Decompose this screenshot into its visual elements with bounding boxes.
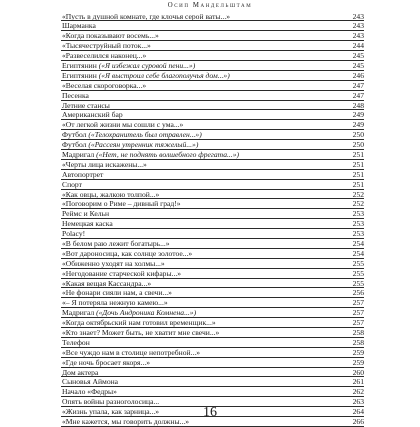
toc-entry bbox=[61, 298, 364, 308]
toc-entry-page: 256 bbox=[352, 288, 364, 298]
toc-entry-main-title: Реймс и Кельн bbox=[62, 209, 110, 219]
toc-entry-title bbox=[62, 358, 150, 368]
toc-entry bbox=[61, 209, 364, 219]
toc-entry-title bbox=[62, 269, 181, 279]
toc-entry-main-title: «Все чуждо нам в столице непотребной...» bbox=[62, 347, 201, 357]
toc-entry-main-title: «Веселая скороговорка...» bbox=[62, 80, 147, 90]
toc-entry-page: 251 bbox=[352, 159, 364, 169]
toc-entry-subtitle: («Рассеян утренник тяжелый...») bbox=[88, 140, 199, 150]
toc-entry-page: 258 bbox=[352, 337, 364, 347]
toc-entry-page: 251 bbox=[352, 179, 364, 189]
toc-entry-page: 244 bbox=[352, 41, 364, 51]
toc-entry bbox=[61, 368, 364, 378]
toc-entry bbox=[61, 51, 364, 61]
toc-entry bbox=[61, 81, 364, 91]
toc-entry-subtitle: («Нет, не поднять волшебного фрегата...») bbox=[96, 149, 240, 159]
toc-entry-main-title: Мадригал bbox=[62, 308, 97, 318]
toc-entry-main-title: «Вот дароносица, как солнце золотое...» bbox=[62, 248, 193, 258]
toc-entry-main-title: «В белом раю лежит богатырь...» bbox=[62, 238, 170, 248]
toc-entry-page: 262 bbox=[352, 387, 364, 397]
toc-entry-title bbox=[62, 140, 198, 150]
toc-entry-page: 245 bbox=[352, 60, 364, 70]
toc-entry-main-title: Опять войны разноголосица... bbox=[62, 397, 160, 407]
toc-entry-main-title: Футбол bbox=[62, 130, 89, 140]
toc-entry-title bbox=[62, 91, 89, 101]
toc-entry bbox=[61, 348, 364, 358]
toc-entry-page: 251 bbox=[352, 169, 364, 179]
toc-entry-title bbox=[62, 110, 123, 120]
toc-entry-page: 253 bbox=[352, 219, 364, 229]
toc-entry bbox=[61, 12, 364, 22]
toc-entry-page: 255 bbox=[352, 278, 364, 288]
toc-entry-main-title: Дом актера bbox=[62, 367, 99, 377]
toc-entry-page: 249 bbox=[352, 110, 364, 120]
toc-entry bbox=[61, 288, 364, 298]
toc-entry bbox=[61, 358, 364, 368]
toc-entry-title bbox=[62, 298, 168, 308]
toc-entry-page: 252 bbox=[352, 199, 364, 209]
toc-entry-main-title: Египтянин bbox=[62, 70, 99, 80]
toc-entry-title bbox=[62, 120, 183, 130]
toc-entry bbox=[61, 91, 364, 101]
toc-entry-page: 243 bbox=[352, 11, 364, 21]
toc-entry-page: 264 bbox=[352, 407, 364, 417]
toc-entry bbox=[61, 269, 364, 279]
toc-entry-page: 254 bbox=[352, 248, 364, 258]
toc-entry-page: 245 bbox=[352, 51, 364, 61]
toc-entry-title bbox=[62, 279, 151, 289]
toc-entry-main-title: «– Я потеряла нежную камею...» bbox=[62, 298, 168, 308]
toc-entry bbox=[61, 338, 364, 348]
toc-entry-title bbox=[62, 101, 110, 111]
toc-entry-title bbox=[62, 12, 230, 22]
toc-entry-page: 261 bbox=[352, 377, 364, 387]
toc-entry-page: 250 bbox=[352, 130, 364, 140]
toc-entry-title bbox=[62, 180, 82, 190]
toc-entry-main-title: «Как овцы, жалкою толпой...» bbox=[62, 189, 160, 199]
toc-entry-title bbox=[62, 328, 219, 338]
toc-entry-main-title: Египтянин bbox=[62, 60, 99, 70]
toc-entry-page: 254 bbox=[352, 238, 364, 248]
toc-entry bbox=[61, 219, 364, 229]
toc-entry-page: 257 bbox=[352, 318, 364, 328]
toc-entry bbox=[61, 387, 364, 397]
toc-entry-title bbox=[62, 31, 159, 41]
toc-entry-subtitle: («Дочь Андроника Комнена...») bbox=[96, 308, 197, 318]
toc-entry-main-title: «Развеселился наконец...» bbox=[62, 51, 147, 61]
toc-entry-title bbox=[62, 71, 230, 81]
toc-entry-page: 257 bbox=[352, 298, 364, 308]
toc-entry bbox=[61, 140, 364, 150]
toc-entry-main-title: Мадригал bbox=[62, 149, 97, 159]
toc-entry-page: 250 bbox=[352, 140, 364, 150]
toc-entry-main-title: «Кто знает? Может быть, не хватит мне свечи...» bbox=[62, 328, 220, 337]
toc-entry-main-title: «Мне кажется, мы говорить должны...» bbox=[62, 417, 190, 427]
toc-entry-subtitle: («Телохранитель был отравлен...») bbox=[88, 130, 202, 140]
toc-entry-title bbox=[62, 170, 103, 180]
toc-entry-main-title: «Где ночь бросает якоря...» bbox=[62, 357, 151, 367]
toc-entry-page: 246 bbox=[352, 70, 364, 80]
toc-entry bbox=[61, 279, 364, 289]
toc-entry-page: 258 bbox=[352, 328, 364, 337]
toc-entry-title bbox=[62, 318, 216, 328]
toc-entry-main-title: Спорт bbox=[62, 179, 82, 189]
toc-entry-page: 260 bbox=[352, 367, 364, 377]
toc-entry bbox=[61, 150, 364, 160]
running-title: Осип Мандельштам bbox=[167, 2, 253, 9]
toc-entry-page: 249 bbox=[352, 120, 364, 130]
toc-entry-title bbox=[62, 150, 239, 160]
toc-entry-page: 243 bbox=[352, 31, 364, 41]
toc-entry-main-title: «Пусть в душной комнате, где клочья серой ваты...» bbox=[62, 11, 231, 21]
table-of-contents bbox=[61, 12, 364, 427]
toc-entry-page: 253 bbox=[352, 229, 364, 239]
toc-entry-title bbox=[62, 368, 98, 378]
toc-entry-title bbox=[62, 239, 170, 249]
toc-entry-page: 251 bbox=[352, 149, 364, 159]
toc-entry-main-title: Песенка bbox=[62, 90, 89, 100]
toc-entry-page: 243 bbox=[352, 21, 364, 31]
toc-entry bbox=[61, 61, 364, 71]
toc-entry-title bbox=[62, 81, 146, 91]
toc-entry bbox=[61, 160, 364, 170]
toc-entry-title bbox=[62, 308, 196, 318]
toc-entry bbox=[61, 318, 364, 328]
toc-entry bbox=[61, 41, 364, 51]
toc-entry-main-title: «Тысячеструйный поток...» bbox=[62, 41, 151, 51]
toc-entry-page: 263 bbox=[352, 397, 364, 407]
toc-entry-main-title: «Обиженно уходят на холмы...» bbox=[62, 258, 165, 268]
toc-entry-main-title: Polacy! bbox=[62, 229, 86, 239]
toc-entry-title bbox=[62, 51, 146, 61]
toc-entry-main-title: Начало «Федры» bbox=[62, 387, 117, 397]
toc-entry-title bbox=[62, 160, 147, 170]
toc-entry-title bbox=[62, 61, 195, 71]
toc-entry-main-title: «Не фонари сияли нам, а свечи...» bbox=[62, 288, 172, 298]
toc-entry bbox=[61, 259, 364, 269]
toc-entry-page: 259 bbox=[352, 357, 364, 367]
toc-entry-title bbox=[62, 348, 200, 358]
toc-entry-page: 255 bbox=[352, 258, 364, 268]
toc-entry-main-title: Сыновья Аймона bbox=[62, 377, 119, 387]
toc-entry bbox=[61, 120, 364, 130]
page-number: 16 bbox=[203, 405, 217, 420]
toc-entry-main-title: «Когда показывают восемь...» bbox=[62, 31, 159, 41]
toc-entry-subtitle: («Я избежал суровой пени...») bbox=[98, 60, 196, 70]
toc-entry-title bbox=[62, 190, 159, 200]
toc-entry-main-title: «Жизнь упала, как зарница...» bbox=[62, 407, 160, 417]
toc-entry-title bbox=[62, 387, 117, 397]
toc-entry-title bbox=[62, 259, 165, 269]
toc-entry-main-title: Автопортрет bbox=[62, 169, 104, 179]
toc-entry bbox=[61, 110, 364, 120]
toc-entry-main-title: «Черты лица искажены...» bbox=[62, 159, 147, 169]
toc-entry-main-title: Летние стансы bbox=[62, 100, 110, 110]
toc-entry-title bbox=[62, 219, 113, 229]
toc-entry bbox=[61, 239, 364, 249]
toc-entry-main-title: «От легкой жизни мы сошли с ума...» bbox=[62, 120, 184, 130]
toc-entry-title bbox=[62, 130, 202, 140]
toc-entry-main-title: «Поговорим о Риме – дивный град!» bbox=[62, 199, 181, 209]
toc-entry-page: 252 bbox=[352, 189, 364, 199]
toc-entry-main-title: «Когда октябрьский нам готовил временщик...» bbox=[62, 318, 216, 328]
toc-entry bbox=[61, 377, 364, 387]
toc-entry-page: 248 bbox=[352, 100, 364, 110]
toc-entry-title bbox=[62, 288, 172, 298]
toc-entry-title bbox=[62, 377, 118, 387]
toc-entry-page: 257 bbox=[352, 308, 364, 318]
toc-entry-title bbox=[62, 199, 181, 209]
toc-entry bbox=[61, 199, 364, 209]
toc-entry-main-title: Немецкая каска bbox=[62, 219, 113, 229]
toc-entry-title bbox=[62, 41, 151, 51]
toc-entry bbox=[61, 328, 364, 338]
toc-entry bbox=[61, 71, 364, 81]
toc-entry-page: 255 bbox=[352, 268, 364, 278]
toc-entry-main-title: «Какая вещая Кассандра...» bbox=[62, 278, 152, 288]
toc-entry-main-title: Шарманка bbox=[62, 21, 96, 31]
toc-entry bbox=[61, 229, 364, 239]
toc-entry-title bbox=[62, 21, 96, 31]
toc-entry-title bbox=[62, 229, 85, 239]
toc-entry bbox=[61, 190, 364, 200]
toc-entry-title bbox=[62, 249, 192, 259]
toc-entry-main-title: «Негодование старческой кифары...» bbox=[62, 268, 182, 278]
toc-entry-page: 266 bbox=[352, 417, 364, 427]
toc-entry bbox=[61, 130, 364, 140]
toc-entry-main-title: Американский бар bbox=[62, 110, 123, 120]
toc-entry bbox=[61, 249, 364, 259]
toc-entry bbox=[61, 180, 364, 190]
toc-entry bbox=[61, 308, 364, 318]
toc-entry-main-title: Телефон bbox=[62, 337, 90, 347]
toc-entry-title bbox=[62, 209, 109, 219]
toc-entry-subtitle: («Я выстроил себе благополучья дом...») bbox=[98, 70, 230, 80]
toc-entry-page: 247 bbox=[352, 90, 364, 100]
toc-entry-main-title: Футбол bbox=[62, 140, 89, 150]
toc-entry-page: 247 bbox=[352, 80, 364, 90]
toc-entry bbox=[61, 101, 364, 111]
toc-entry-title bbox=[62, 338, 90, 348]
toc-entry bbox=[61, 31, 364, 41]
toc-entry-page: 259 bbox=[352, 347, 364, 357]
toc-entry bbox=[61, 170, 364, 180]
toc-entry bbox=[61, 21, 364, 31]
toc-entry-page: 253 bbox=[352, 209, 364, 219]
